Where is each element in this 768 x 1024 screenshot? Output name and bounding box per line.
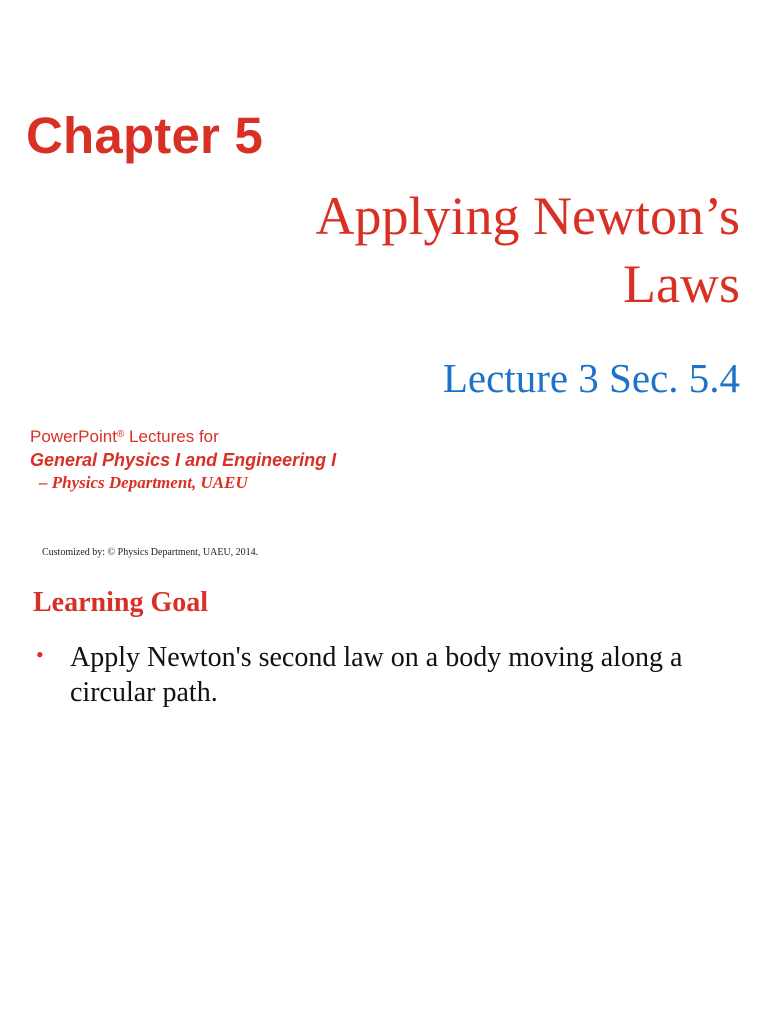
powerpoint-suffix: Lectures for: [124, 427, 219, 446]
slide-title-line-1: Applying Newton’s: [315, 186, 740, 246]
department-name: – Physics Department, UAEU: [39, 473, 248, 492]
chapter-title: Chapter 5: [26, 107, 264, 164]
learning-goal-heading: Learning Goal: [33, 587, 209, 618]
course-name: General Physics I and Engineering I: [30, 450, 337, 470]
learning-goal-text: Apply Newton's second law on a body moving along a circular path.: [70, 642, 683, 708]
lecture-subtitle: Lecture 3 Sec. 5.4: [442, 355, 740, 401]
learning-goal-item: [30, 640, 740, 710]
registered-mark: ®: [116, 429, 125, 440]
learning-goal-list: [30, 640, 740, 710]
slide-title-line-2: Laws: [623, 254, 740, 314]
slide-title: [180, 182, 740, 318]
powerpoint-name: PowerPoint: [30, 427, 117, 446]
powerpoint-credit: [30, 426, 336, 494]
bullet-icon: •: [36, 642, 44, 667]
powerpoint-line-1: [30, 426, 336, 448]
customized-by-note: Customized by: © Physics Department, UAEU, 2014.: [42, 547, 259, 558]
